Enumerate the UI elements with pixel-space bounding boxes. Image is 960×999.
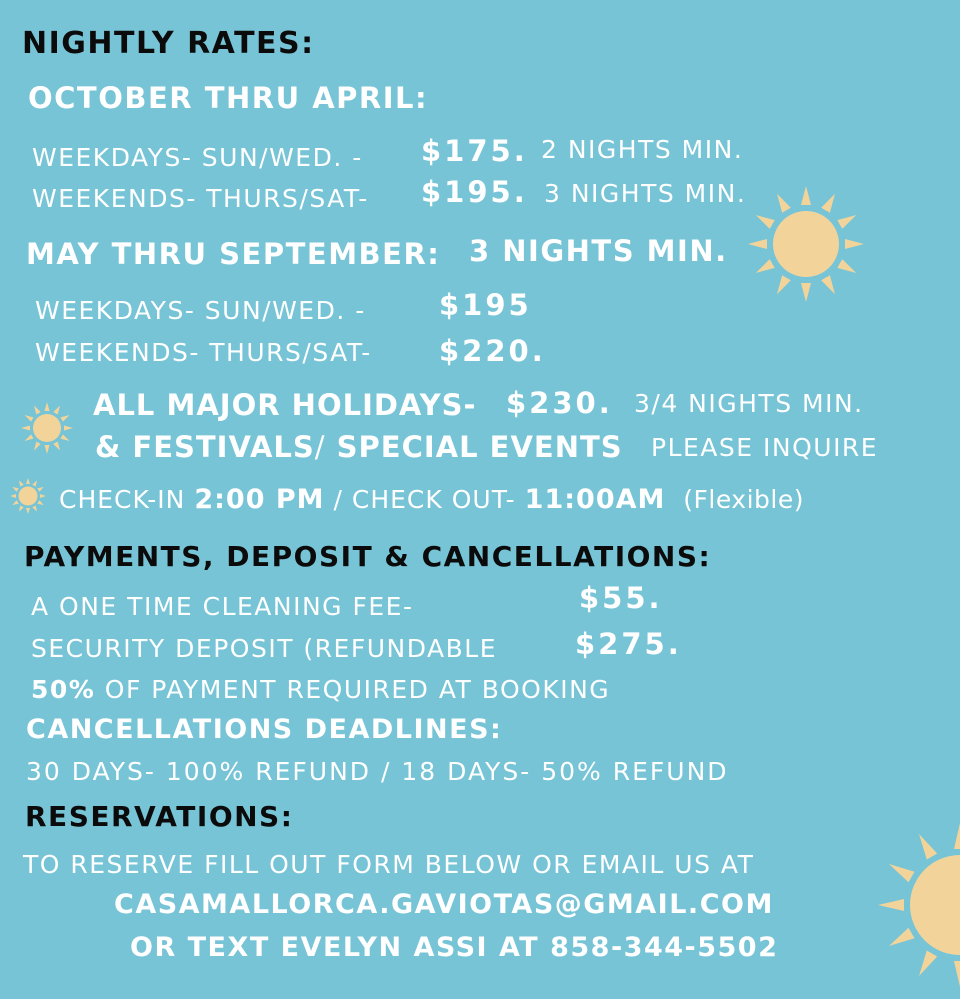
booking-percent: 50%: [31, 675, 96, 704]
checkin-line: [59, 486, 804, 513]
reservations-text-line: OR TEXT EVELYN ASSI AT 858-344-5502: [130, 932, 779, 963]
season2-weekdays-price: $195: [439, 288, 532, 322]
holidays-label: ALL MAJOR HOLIDAYS-: [93, 388, 477, 422]
cleaning-fee-price: $55.: [579, 581, 663, 615]
reservations-instruction: TO RESERVE FILL OUT FORM BELOW OR EMAIL US AT: [23, 850, 755, 879]
season1-weekends-min: 3 NIGHTS MIN.: [544, 179, 747, 208]
festivals-separator: /: [314, 430, 326, 464]
season1-weekdays-min: 2 NIGHTS MIN.: [541, 135, 744, 164]
holidays-min: 3/4 NIGHTS MIN.: [634, 389, 864, 418]
season2-min: 3 NIGHTS MIN.: [469, 234, 728, 268]
reservations-header: RESERVATIONS:: [25, 800, 294, 833]
festivals-label-b: SPECIAL EVENTS: [336, 430, 623, 464]
booking-text: OF PAYMENT REQUIRED AT BOOKING: [104, 675, 611, 704]
season1-weekdays-label: WEEKDAYS- SUN/WED. -: [32, 143, 363, 172]
payments-header-a: PAYMENTS: [24, 540, 203, 573]
checkout-time: 11:00AM: [524, 484, 666, 515]
checkin-time: 2:00 PM: [194, 484, 325, 515]
season2-weekends-price: $220.: [439, 334, 546, 368]
payments-header: [24, 540, 712, 573]
cancellations-text: 30 DAYS- 100% REFUND / 18 DAYS- 50% REFUND: [26, 757, 729, 786]
sun-icon: [744, 182, 868, 306]
season2-weekdays-label: WEEKDAYS- SUN/WED. -: [35, 296, 366, 325]
sun-icon: [9, 477, 47, 515]
holidays-price: $230.: [506, 386, 613, 420]
festivals-label: [95, 430, 623, 464]
season1-weekdays-price: $175.: [421, 134, 528, 168]
checkout-label: / CHECK OUT-: [333, 485, 516, 514]
deposit-price: $275.: [575, 627, 682, 661]
reservations-email[interactable]: CASAMALLORCA.GAVIOTAS@GMAIL.COM: [114, 889, 774, 920]
season1-weekends-label: WEEKENDS- THURS/SAT-: [32, 184, 369, 213]
checkin-note: (Flexible): [683, 485, 804, 514]
page-title: NIGHTLY RATES:: [22, 26, 315, 61]
booking-line: [31, 677, 610, 702]
season1-header: OCTOBER THRU APRIL:: [28, 81, 429, 115]
holidays-inquire: PLEASE INQUIRE: [651, 433, 879, 462]
checkin-label: CHECK-IN: [59, 485, 186, 514]
sun-icon: [20, 401, 74, 455]
cleaning-fee-label: A ONE TIME CLEANING FEE-: [31, 592, 414, 621]
payments-header-b: , DEPOSIT & CANCELLATIONS:: [202, 540, 712, 573]
cancellations-header: CANCELLATIONS DEADLINES:: [26, 714, 503, 745]
season2-weekends-label: WEEKENDS- THURS/SAT-: [35, 338, 372, 367]
season2-header: MAY THRU SEPTEMBER:: [26, 237, 441, 271]
sun-icon: [868, 816, 960, 999]
deposit-label: SECURITY DEPOSIT (REFUNDABLE: [31, 634, 497, 663]
festivals-label-a: & FESTIVALS: [95, 430, 315, 464]
season1-weekends-price: $195.: [421, 175, 528, 209]
